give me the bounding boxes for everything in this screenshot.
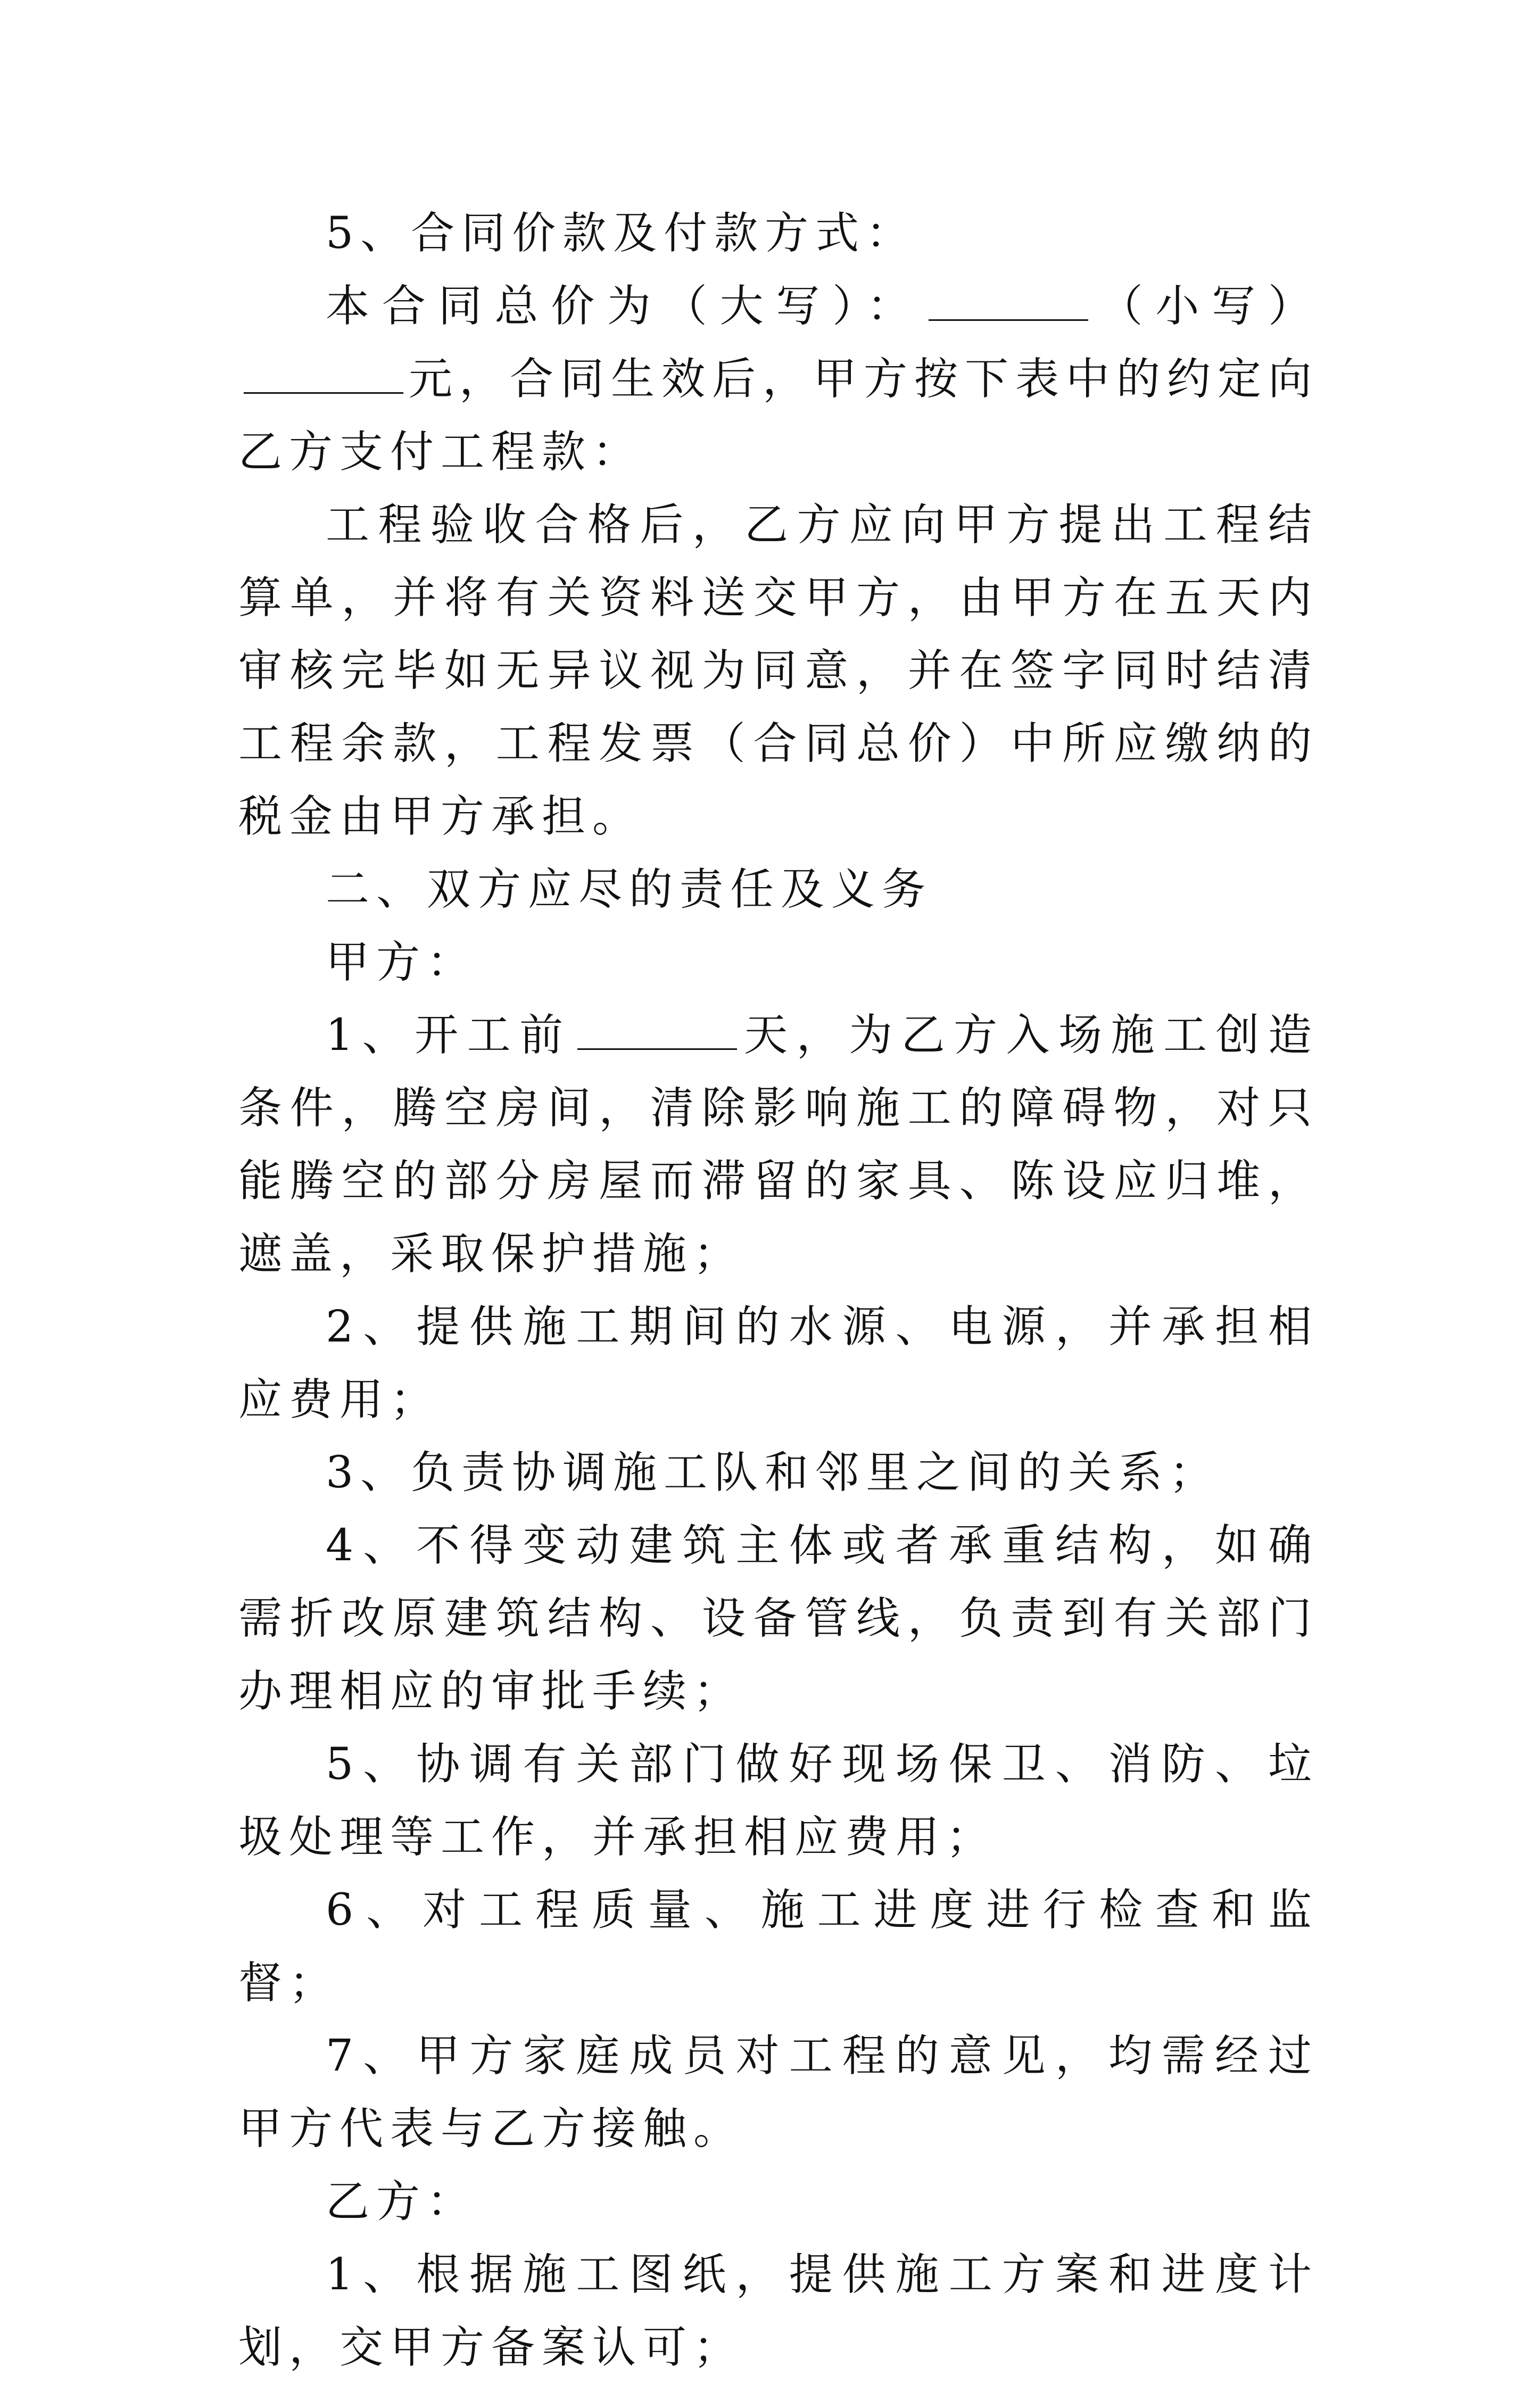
party-a-item-1 [238, 999, 1319, 1290]
section-heading-responsibilities [238, 853, 1319, 926]
paragraph-text: 乙方： [326, 2176, 478, 2227]
paragraph-payment-heading [238, 197, 1319, 270]
party-a-heading [238, 926, 1319, 999]
party-a-item-7 [238, 2019, 1319, 2165]
party-b-item-1 [238, 2238, 1319, 2384]
document-body [238, 197, 1319, 2384]
blank-amount-uppercase [929, 282, 1088, 321]
paragraph-text: 5、合同价款及付款方式： [326, 208, 917, 259]
paragraph-text: 本合同总价为（大写）： [326, 281, 923, 332]
paragraph-text: 工程验收合格后，乙方应向甲方提出工程结算单，并将有关资料送交甲方，由甲方在五天内审核完毕如无异议视为同意，并在签字同时结清工程余款，工程发票（合同总价）中所应缴纳的税金由甲方承担。 [238, 500, 1319, 842]
paragraph-text: 7、甲方家庭成员对工程的意见，均需经过甲方代表与乙方接触。 [238, 2031, 1319, 2154]
paragraph-text: 元，合同生效后，甲方按下表中的约定向乙方支付工程款： [238, 354, 1319, 477]
paragraph-text: 甲方： [326, 937, 478, 988]
paragraph-text: 1、根据施工图纸，提供施工方案和进度计划，交甲方备案认可； [238, 2249, 1319, 2373]
paragraph-contract-price [238, 270, 1319, 489]
party-a-item-4 [238, 1509, 1319, 1728]
blank-days-before-start [577, 1011, 737, 1050]
blank-amount-lowercase [244, 355, 403, 394]
paragraph-text: 4、不得变动建筑主体或者承重结构，如确需折改原建筑结构、设备管线，负责到有关部门办理相应的审批手续； [238, 1520, 1319, 1717]
paragraph-text: 天，为乙方入场施工创造条件，腾空房间，清除影响施工的障碍物，对只能腾空的部分房屋而滞留的家具、陈设应归堆，遮盖，采取保护措施； [238, 1010, 1319, 1279]
paragraph-text: （小写） [1093, 281, 1319, 332]
paragraph-text: 5、协调有关部门做好现场保卫、消防、垃圾处理等工作，并承担相应费用； [238, 1739, 1319, 1862]
party-a-item-2 [238, 1290, 1319, 1436]
paragraph-settlement [238, 489, 1319, 853]
party-a-item-6 [238, 1874, 1319, 2019]
party-a-item-5 [238, 1728, 1319, 1874]
paragraph-text: 2、提供施工期间的水源、电源，并承担相应费用； [238, 1302, 1319, 1425]
paragraph-text: 1、开工前 [326, 1010, 572, 1061]
paragraph-text: 3、负责协调施工队和邻里之间的关系； [326, 1447, 1220, 1498]
party-a-item-3 [238, 1436, 1319, 1509]
party-b-heading [238, 2165, 1319, 2238]
paragraph-text: 二、双方应尽的责任及义务 [326, 864, 933, 915]
paragraph-text: 6、对工程质量、施工进度进行检查和监督； [238, 1885, 1319, 2008]
